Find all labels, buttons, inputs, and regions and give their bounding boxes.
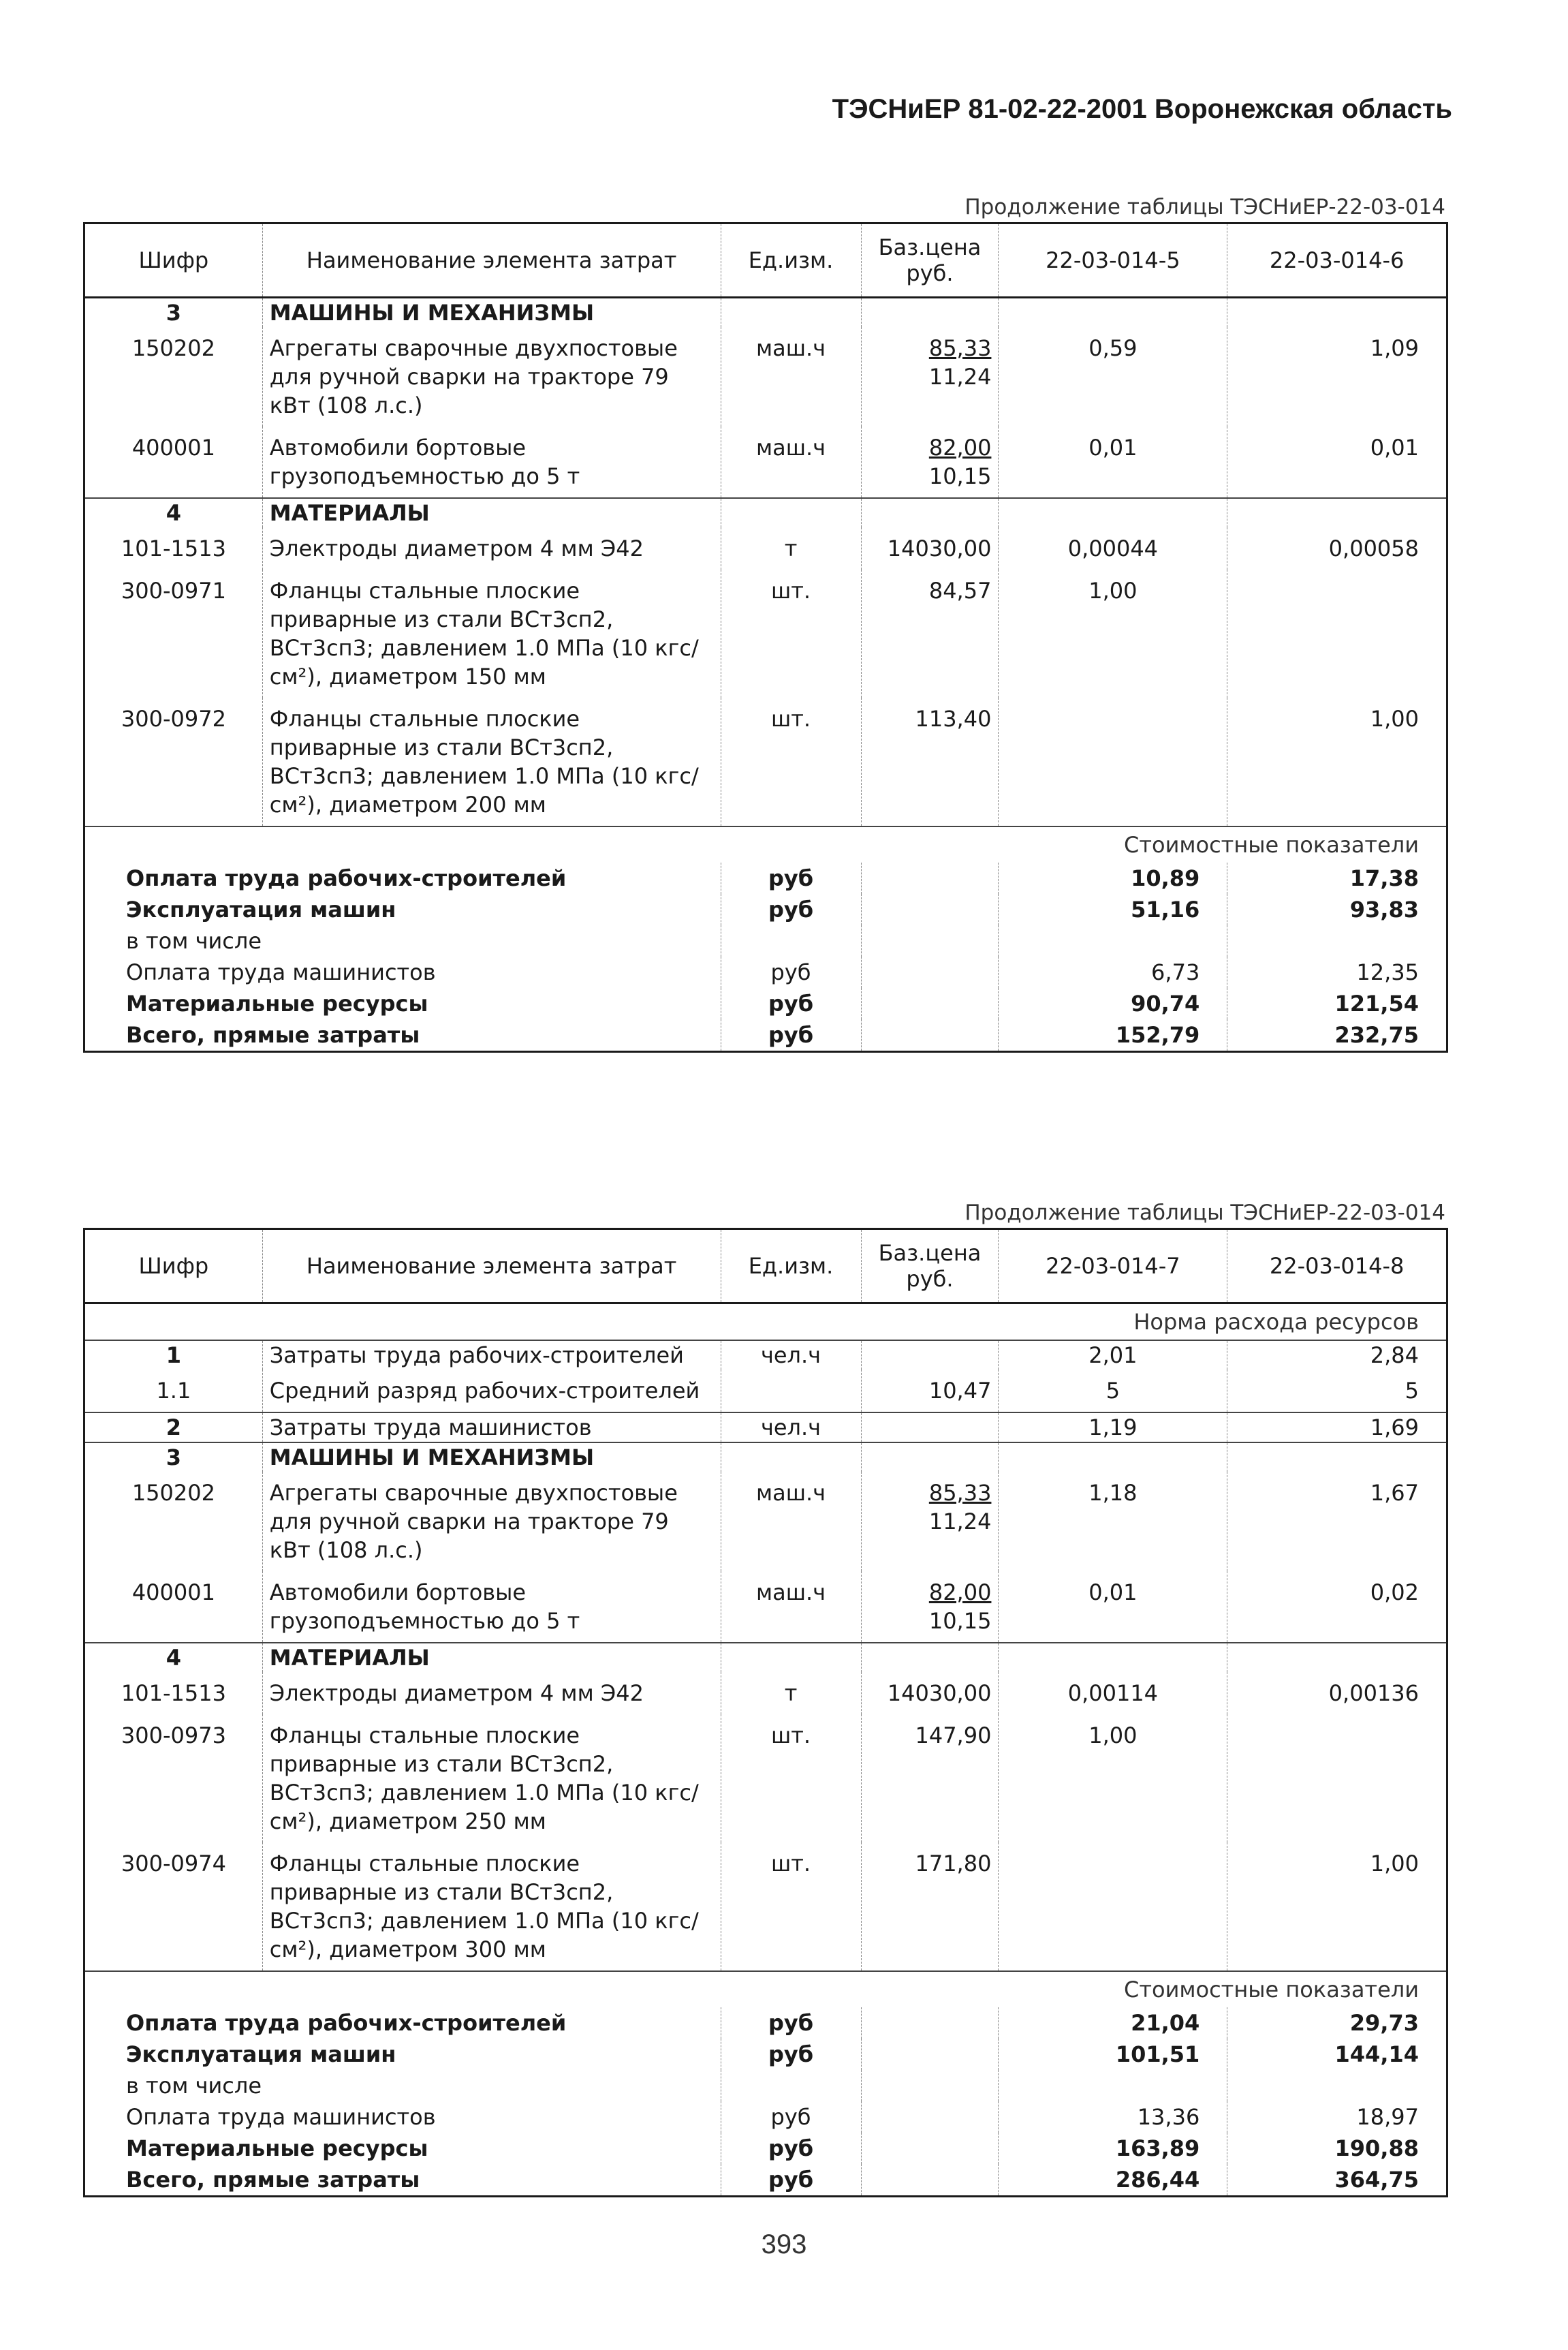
cost-row: [84, 1019, 1447, 1052]
cost-unit: руб: [721, 1019, 861, 1052]
row-value-a: 2,01: [999, 1340, 1227, 1370]
row-unit: шт.: [721, 570, 861, 698]
price-wage: 10,15: [928, 1608, 992, 1634]
row-unit: [721, 1370, 861, 1412]
row-value-a: [999, 1442, 1227, 1472]
cost-label: в том числе: [126, 2073, 262, 2099]
row-unit: [721, 1442, 861, 1472]
row-value-b: 0,00136: [1227, 1672, 1447, 1714]
row-code: 400001: [131, 435, 215, 461]
cost-header: Стоимостные показатели: [84, 826, 1447, 863]
cost-value-a: 21,04: [999, 2007, 1227, 2039]
cost-unit: руб: [721, 894, 861, 925]
row-code: 3: [84, 298, 263, 328]
row-value-b: [1227, 498, 1447, 527]
price-total: 85,33: [928, 335, 992, 361]
cost-unit: руб: [721, 2101, 861, 2133]
row-code: 4: [84, 498, 263, 527]
row-value-a: 0,00044: [999, 527, 1227, 570]
row-code: 2: [84, 1412, 263, 1442]
cost-empty: [861, 957, 999, 988]
row-name: Фланцы стальные плоские приварные из стали ВСт3сп2, ВСт3сп3; давлением 1.0 МПа (10 кгс/см²), диаметром 200 мм: [262, 698, 721, 826]
cost-empty: [861, 894, 999, 925]
row-value-a: 0,01: [999, 1571, 1227, 1643]
cost-unit: руб: [721, 2164, 861, 2197]
cost-unit: [721, 2070, 861, 2101]
row-unit: т: [721, 1672, 861, 1714]
row-price: [861, 1472, 999, 1571]
norm-header-row: [84, 1303, 1447, 1341]
row-value-a: 0,00114: [999, 1672, 1227, 1714]
row-name: МАТЕРИАЛЫ: [262, 498, 721, 527]
price-total: 10,47: [928, 1378, 992, 1404]
row-unit: чел.ч: [721, 1340, 861, 1370]
cost-value-b: 144,14: [1227, 2039, 1447, 2070]
row-code: 300-0972: [121, 706, 226, 732]
table-row: [84, 1571, 1447, 1643]
table-header-row: [84, 223, 1447, 298]
cost-unit: [721, 925, 861, 957]
price-total: 82,00: [928, 1579, 992, 1605]
norm-header: Норма расхода ресурсов: [84, 1303, 1447, 1341]
cost-empty: [861, 2039, 999, 2070]
cost-empty: [861, 2164, 999, 2197]
row-code: 150202: [131, 1480, 215, 1506]
cost-label: Эксплуатация машин: [126, 2041, 396, 2067]
cost-row: [84, 2070, 1447, 2101]
row-value-a: [999, 298, 1227, 328]
row-unit: [721, 1643, 861, 1672]
row-name: Фланцы стальные плоские приварные из стали ВСт3сп2, ВСт3сп3; давлением 1.0 МПа (10 кгс/см²), диаметром 150 мм: [262, 570, 721, 698]
row-unit: маш.ч: [721, 1571, 861, 1643]
row-price: [861, 498, 999, 527]
cost-unit: руб: [721, 863, 861, 894]
cost-header-row: [84, 826, 1447, 863]
cost-empty: [861, 863, 999, 894]
cost-empty: [861, 925, 999, 957]
document-header: ТЭСНиЕР 81-02-22-2001 Воронежская область: [832, 94, 1452, 124]
row-value-b: [1227, 570, 1447, 698]
cost-row: [84, 2007, 1447, 2039]
price-wage: 11,24: [928, 364, 992, 390]
row-price: [861, 570, 999, 698]
row-value-b: 5: [1227, 1370, 1447, 1412]
row-value-b: [1227, 298, 1447, 328]
row-price: [861, 1672, 999, 1714]
price-total: 14030,00: [887, 1680, 992, 1706]
cost-empty: [861, 988, 999, 1019]
row-name: Электроды диаметром 4 мм Э42: [262, 1672, 721, 1714]
col-header-a: 22-03-014-7: [999, 1229, 1227, 1303]
section-row: [84, 1442, 1447, 1472]
row-value-a: 1,19: [999, 1412, 1227, 1442]
row-price: [861, 298, 999, 328]
cost-value-b: 93,83: [1227, 894, 1447, 925]
resource-table: [83, 222, 1448, 1053]
cost-value-a: [999, 925, 1227, 957]
cost-label: в том числе: [126, 928, 262, 954]
cost-value-b: 18,97: [1227, 2101, 1447, 2133]
row-price: [861, 327, 999, 427]
cost-row: [84, 2039, 1447, 2070]
col-header-code: Шифр: [84, 223, 263, 298]
price-wage: 11,24: [928, 1509, 992, 1534]
cost-value-a: 6,73: [999, 957, 1227, 988]
cost-row: [84, 2164, 1447, 2197]
row-price: [861, 1340, 999, 1370]
row-value-b: 1,09: [1227, 327, 1447, 427]
col-header-code: Шифр: [84, 1229, 263, 1303]
price-total: 84,57: [928, 578, 992, 604]
row-name: МАШИНЫ И МЕХАНИЗМЫ: [262, 298, 721, 328]
page-number: 393: [761, 2229, 807, 2259]
cost-label: Оплата труда машинистов: [126, 959, 436, 985]
row-price: [861, 427, 999, 498]
price-total: 82,00: [928, 435, 992, 461]
row-code: 101-1513: [121, 1680, 226, 1706]
price-total: 85,33: [928, 1480, 992, 1506]
table-row: [84, 1672, 1447, 1714]
row-unit: маш.ч: [721, 427, 861, 498]
cost-label: Всего, прямые затраты: [126, 1022, 420, 1048]
price-wage: 10,15: [928, 463, 992, 489]
cost-empty: [861, 2070, 999, 2101]
cost-value-a: 163,89: [999, 2133, 1227, 2164]
row-price: [861, 698, 999, 826]
row-name: Автомобили бортовые грузоподъемностью до 5 т: [262, 427, 721, 498]
row-value-b: 0,00058: [1227, 527, 1447, 570]
price-total: 171,80: [915, 1851, 992, 1876]
row-code: 400001: [131, 1579, 215, 1605]
cost-row: [84, 925, 1447, 957]
col-header-price: Баз.цена руб.: [861, 1229, 999, 1303]
cost-label: Материальные ресурсы: [126, 2135, 428, 2161]
row-unit: [721, 298, 861, 328]
row-price: [861, 1714, 999, 1842]
row-value-a: 1,00: [999, 1714, 1227, 1842]
row-unit: т: [721, 527, 861, 570]
cost-value-b: 29,73: [1227, 2007, 1447, 2039]
cost-label: Оплата труда машинистов: [126, 2104, 436, 2130]
table-row: [84, 327, 1447, 427]
cost-unit: руб: [721, 2007, 861, 2039]
row-value-a: 5: [999, 1370, 1227, 1412]
cost-value-a: 286,44: [999, 2164, 1227, 2197]
row-code: 4: [84, 1643, 263, 1672]
row-name: Затраты труда рабочих-строителей: [262, 1340, 721, 1370]
section-row: [84, 1412, 1447, 1442]
table-header-row: [84, 1229, 1447, 1303]
row-value-a: [999, 1842, 1227, 1971]
section-row: [84, 1340, 1447, 1370]
cost-value-a: 51,16: [999, 894, 1227, 925]
cost-empty: [861, 2007, 999, 2039]
cost-unit: руб: [721, 2133, 861, 2164]
col-header-b: 22-03-014-6: [1227, 223, 1447, 298]
cost-unit: руб: [721, 988, 861, 1019]
cost-header: Стоимостные показатели: [84, 1971, 1447, 2007]
section-row: [84, 1643, 1447, 1672]
row-code: 300-0973: [121, 1722, 226, 1748]
table-block-1: [83, 192, 1448, 1053]
cost-value-a: [999, 2070, 1227, 2101]
col-header-unit: Ед.изм.: [721, 1229, 861, 1303]
cost-row: [84, 988, 1447, 1019]
row-value-b: 1,00: [1227, 1842, 1447, 1971]
col-header-price: Баз.цена руб.: [861, 223, 999, 298]
cost-empty: [861, 2133, 999, 2164]
row-name: Агрегаты сварочные двухпостовые для ручной сварки на тракторе 79 кВт (108 л.с.): [262, 1472, 721, 1571]
cost-empty: [861, 2101, 999, 2133]
row-code: 300-0974: [121, 1851, 226, 1876]
table-row: [84, 527, 1447, 570]
cost-label: Материальные ресурсы: [126, 991, 428, 1017]
cost-value-b: 12,35: [1227, 957, 1447, 988]
row-value-b: [1227, 1714, 1447, 1842]
row-code: 1.1: [156, 1378, 191, 1404]
col-header-unit: Ед.изм.: [721, 223, 861, 298]
cost-label: Оплата труда рабочих-строителей: [126, 2010, 567, 2036]
cost-unit: руб: [721, 957, 861, 988]
row-unit: шт.: [721, 698, 861, 826]
cost-row: [84, 863, 1447, 894]
table-block-2: [83, 1198, 1448, 2197]
table-caption: Продолжение таблицы ТЭСНиЕР-22-03-014: [965, 195, 1445, 219]
cost-value-a: 152,79: [999, 1019, 1227, 1052]
cost-value-b: 17,38: [1227, 863, 1447, 894]
row-value-b: [1227, 1643, 1447, 1672]
row-value-a: [999, 1643, 1227, 1672]
section-row: [84, 298, 1447, 328]
row-code: 300-0971: [121, 578, 226, 604]
col-header-name: Наименование элемента затрат: [262, 1229, 721, 1303]
cost-row: [84, 2101, 1447, 2133]
row-unit: маш.ч: [721, 1472, 861, 1571]
col-header-name: Наименование элемента затрат: [262, 223, 721, 298]
section-row: [84, 498, 1447, 527]
row-name: Электроды диаметром 4 мм Э42: [262, 527, 721, 570]
row-code: 3: [84, 1442, 263, 1472]
row-name: Фланцы стальные плоские приварные из стали ВСт3сп2, ВСт3сп3; давлением 1.0 МПа (10 кгс/см²), диаметром 250 мм: [262, 1714, 721, 1842]
table-row: [84, 1842, 1447, 1971]
resource-table: [83, 1228, 1448, 2197]
table-row: [84, 698, 1447, 826]
table-row: [84, 1714, 1447, 1842]
row-price: [861, 1442, 999, 1472]
col-header-a: 22-03-014-5: [999, 223, 1227, 298]
row-value-b: [1227, 1442, 1447, 1472]
cost-value-b: 190,88: [1227, 2133, 1447, 2164]
col-header-b: 22-03-014-8: [1227, 1229, 1447, 1303]
row-value-a: [999, 498, 1227, 527]
row-price: [861, 1412, 999, 1442]
row-unit: шт.: [721, 1714, 861, 1842]
cost-value-a: 10,89: [999, 863, 1227, 894]
row-price: [861, 1370, 999, 1412]
row-code: 101-1513: [121, 536, 226, 561]
row-name: Автомобили бортовые грузоподъемностью до 5 т: [262, 1571, 721, 1643]
cost-unit: руб: [721, 2039, 861, 2070]
table-caption: Продолжение таблицы ТЭСНиЕР-22-03-014: [965, 1201, 1445, 1225]
table-row: [84, 427, 1447, 498]
row-price: [861, 1571, 999, 1643]
cost-row: [84, 957, 1447, 988]
cost-header-row: [84, 1971, 1447, 2007]
row-unit: чел.ч: [721, 1412, 861, 1442]
cost-row: [84, 2133, 1447, 2164]
cost-value-b: 364,75: [1227, 2164, 1447, 2197]
cost-row: [84, 894, 1447, 925]
row-name: Средний разряд рабочих-строителей: [262, 1370, 721, 1412]
cost-value-a: 13,36: [999, 2101, 1227, 2133]
row-unit: маш.ч: [721, 327, 861, 427]
row-name: МАТЕРИАЛЫ: [262, 1643, 721, 1672]
price-total: 14030,00: [887, 536, 992, 561]
cost-value-b: [1227, 925, 1447, 957]
row-value-b: 0,01: [1227, 427, 1447, 498]
cost-value-a: 90,74: [999, 988, 1227, 1019]
row-value-b: 1,69: [1227, 1412, 1447, 1442]
price-total: 147,90: [915, 1722, 992, 1748]
row-unit: [721, 498, 861, 527]
cost-empty: [861, 1019, 999, 1052]
row-name: Фланцы стальные плоские приварные из стали ВСт3сп2, ВСт3сп3; давлением 1.0 МПа (10 кгс/см²), диаметром 300 мм: [262, 1842, 721, 1971]
row-unit: шт.: [721, 1842, 861, 1971]
table-row: [84, 570, 1447, 698]
table-row: [84, 1472, 1447, 1571]
price-total: 113,40: [915, 706, 992, 732]
row-name: Затраты труда машинистов: [262, 1412, 721, 1442]
row-price: [861, 1842, 999, 1971]
row-value-a: 0,59: [999, 327, 1227, 427]
cost-value-b: [1227, 2070, 1447, 2101]
cost-value-b: 121,54: [1227, 988, 1447, 1019]
row-code: 150202: [131, 335, 215, 361]
row-code: 1: [84, 1340, 263, 1370]
row-value-b: 0,02: [1227, 1571, 1447, 1643]
cost-label: Эксплуатация машин: [126, 897, 396, 923]
table-row: [84, 1370, 1447, 1412]
row-value-a: [999, 698, 1227, 826]
cost-value-b: 232,75: [1227, 1019, 1447, 1052]
cost-label: Оплата труда рабочих-строителей: [126, 865, 567, 891]
row-value-a: 1,18: [999, 1472, 1227, 1571]
row-value-b: 1,67: [1227, 1472, 1447, 1571]
cost-label: Всего, прямые затраты: [126, 2167, 420, 2193]
cost-value-a: 101,51: [999, 2039, 1227, 2070]
row-name: Агрегаты сварочные двухпостовые для ручной сварки на тракторе 79 кВт (108 л.с.): [262, 327, 721, 427]
row-value-a: 1,00: [999, 570, 1227, 698]
row-value-b: 1,00: [1227, 698, 1447, 826]
row-price: [861, 527, 999, 570]
row-value-b: 2,84: [1227, 1340, 1447, 1370]
row-price: [861, 1643, 999, 1672]
row-name: МАШИНЫ И МЕХАНИЗМЫ: [262, 1442, 721, 1472]
row-value-a: 0,01: [999, 427, 1227, 498]
